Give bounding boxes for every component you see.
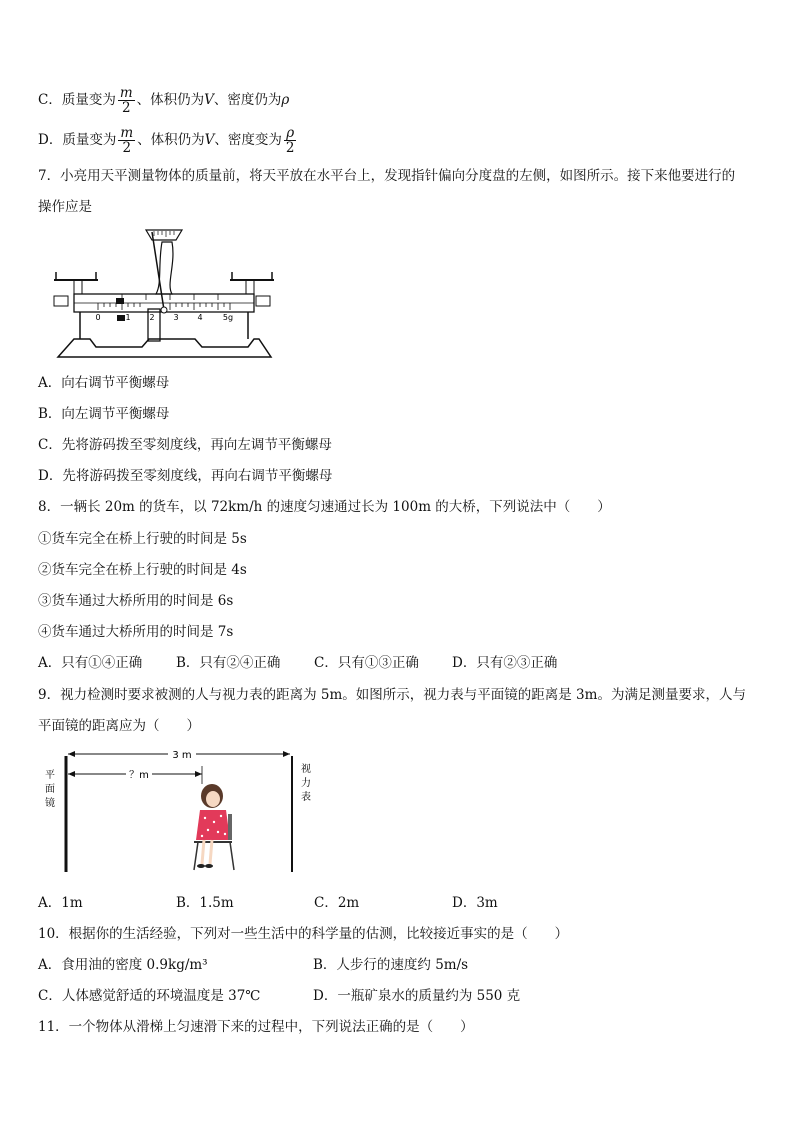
scale-label: 1 bbox=[125, 313, 131, 322]
q8-statement-4: ④货车通过大桥所用的时间是 7s bbox=[38, 624, 234, 640]
q9-option-b: B．1.5m bbox=[176, 895, 234, 911]
balance-figure bbox=[52, 224, 277, 360]
fraction-rho-over-2: $\frac{\rho}{2}$ bbox=[285, 125, 295, 156]
q7-stem-line1: 7．小亮用天平测量物体的质量前，将天平放在水平台上，发现指针偏向分度盘的左侧，如图所示。接下来他要进行的 bbox=[38, 168, 736, 184]
q8-statement-2: ②货车完全在桥上行驶的时间是 4s bbox=[38, 562, 247, 578]
fraction-m-over-2: $\frac{m}{2}$ bbox=[120, 125, 134, 156]
q7-option-c: C．先将游码拨至零刻度线，再向左调节平衡螺母 bbox=[38, 437, 332, 453]
chart-label: 视 bbox=[301, 764, 311, 775]
scale-label: 3 bbox=[173, 313, 179, 322]
q9-option-c: C．2m bbox=[314, 895, 360, 911]
q10-option-d: D．一瓶矿泉水的质量约为 550 克 bbox=[313, 988, 521, 1004]
scale-label: 4 bbox=[197, 313, 203, 322]
fraction-m-over-2: $\frac{m}{2}$ bbox=[119, 85, 133, 116]
q8-stem: 8．一辆长 20m 的货车，以 72km/h 的速度匀速通过长为 100m 的大桥，下列说法中（ ） bbox=[38, 499, 611, 515]
q9-stem-line2: 平面镜的距离应为（ ） bbox=[38, 718, 200, 734]
q11-stem: 11．一个物体从滑梯上匀速滑下来的过程中，下列说法正确的是（ ） bbox=[38, 1019, 474, 1035]
vision-test-figure bbox=[42, 744, 322, 876]
q8-option-b: B．只有②④正确 bbox=[176, 655, 281, 671]
chart-label: 表 bbox=[301, 792, 311, 803]
q6-option-c: C．质量变为 $\frac{m}{2}$ 、体积仍为V、密度仍为ρ bbox=[38, 85, 290, 116]
q9-option-d: D．3m bbox=[452, 895, 498, 911]
q8-option-a: A．只有①④正确 bbox=[38, 655, 143, 671]
q6-option-d: D．质量变为 $\frac{m}{2}$ 、体积仍为V、密度变为 $\frac{\rho}{2}$ bbox=[38, 125, 295, 156]
mirror-label: 镜 bbox=[45, 798, 55, 809]
distance-unknown-label: ？m bbox=[129, 770, 149, 781]
q8-statement-3: ③货车通过大桥所用的时间是 6s bbox=[38, 593, 234, 609]
q7-option-a: A．向右调节平衡螺母 bbox=[38, 375, 170, 391]
scale-label: 2 bbox=[149, 313, 155, 322]
scale-label: 0 bbox=[95, 313, 101, 322]
mirror-label: 平 bbox=[45, 770, 55, 781]
distance-total-label: 3 m bbox=[172, 750, 192, 761]
seated-girl-illustration bbox=[194, 784, 234, 870]
chart-label: 力 bbox=[301, 778, 311, 789]
q10-option-c: C．人体感觉舒适的环境温度是 37℃ bbox=[38, 988, 261, 1004]
q7-option-b: B．向左调节平衡螺母 bbox=[38, 406, 170, 422]
q7-option-d: D．先将游码拨至零刻度线，再向右调节平衡螺母 bbox=[38, 468, 333, 484]
scale-label: 5g bbox=[222, 313, 234, 322]
mirror-label: 面 bbox=[45, 784, 55, 795]
q8-option-c: C．只有①③正确 bbox=[314, 655, 419, 671]
q9-stem-line1: 9．视力检测时要求被测的人与视力表的距离为 5m。如图所示，视力表与平面镜的距离是 3m。为满足测量要求，人与 bbox=[38, 687, 746, 703]
q8-option-d: D．只有②③正确 bbox=[452, 655, 558, 671]
q8-statement-1: ①货车完全在桥上行驶的时间是 5s bbox=[38, 531, 247, 547]
q10-stem: 10．根据你的生活经验，下列对一些生活中的科学量的估测，比较接近事实的是（ ） bbox=[38, 926, 569, 942]
q10-option-b: B．人步行的速度约 5m/s bbox=[313, 957, 469, 973]
q7-stem-line2: 操作应是 bbox=[38, 199, 92, 215]
q10-option-a: A．食用油的密度 0.9kg/m³ bbox=[38, 957, 208, 973]
q9-option-a: A．1m bbox=[38, 895, 83, 911]
